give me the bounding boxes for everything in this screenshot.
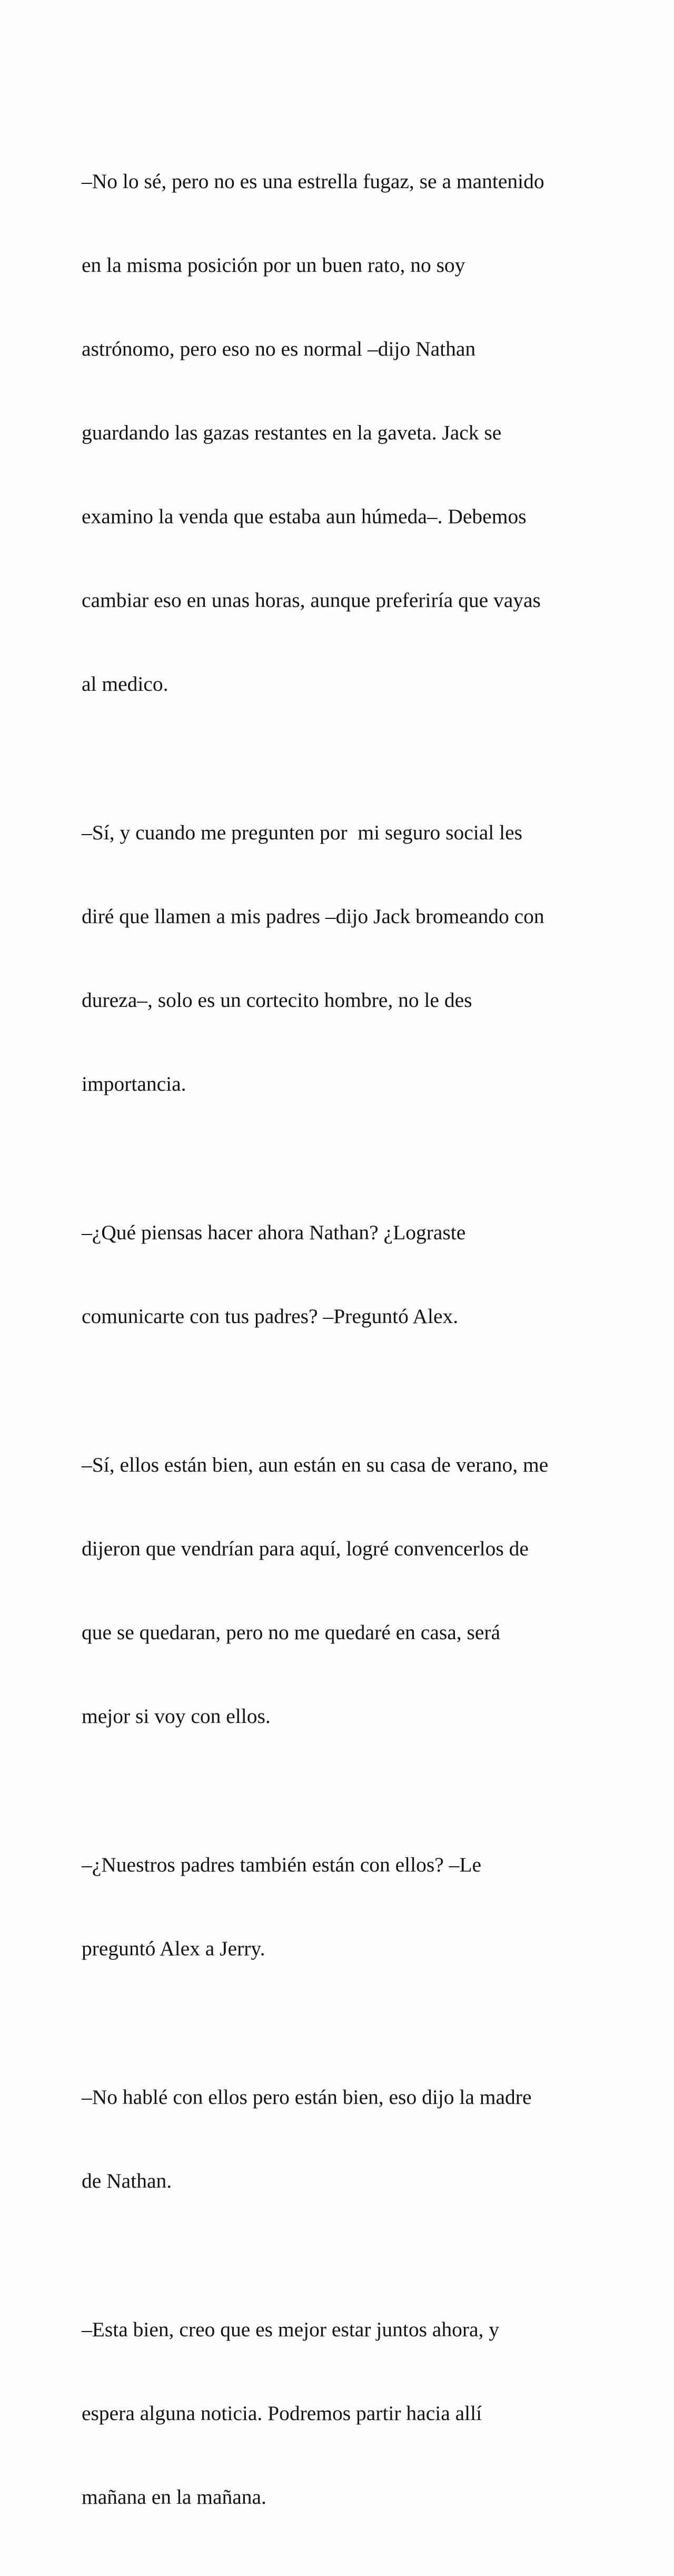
text-line: mañana en la mañana. bbox=[82, 2485, 266, 2509]
text-line: –No lo sé, pero no es una estrella fugaz, se a mantenido bbox=[82, 170, 544, 193]
text-line: guardando las gazas restantes en la gaveta. Jack se bbox=[82, 421, 502, 444]
text-line: importancia. bbox=[82, 1072, 186, 1095]
text-line: de Nathan. bbox=[82, 2169, 172, 2192]
text-line: mejor si voy con ellos. bbox=[82, 1705, 271, 1728]
text-line: espera alguna noticia. Podremos partir hacia allí bbox=[82, 2402, 482, 2425]
paragraph bbox=[82, 1395, 608, 1786]
text-line: examino la venda que estaba aun húmeda–. Debemos bbox=[82, 505, 527, 528]
text-line: –Esta bien, creo que es mejor estar juntos ahora, y bbox=[82, 2318, 500, 2341]
text-line: astrónomo, pero eso no es normal –dijo Nathan bbox=[82, 337, 476, 360]
text-line: en la misma posición por un buen rato, no soy bbox=[82, 253, 465, 277]
paragraph bbox=[82, 763, 608, 1154]
text-line: al medico. bbox=[82, 672, 168, 696]
body-text bbox=[82, 112, 608, 2576]
text-line: dureza–, solo es un cortecito hombre, no le des bbox=[82, 988, 472, 1012]
text-line: –¿Qué piensas hacer ahora Nathan? ¿Lograste bbox=[82, 1221, 466, 1244]
text-line: que se quedaran, pero no me quedaré en casa, será bbox=[82, 1621, 501, 1644]
text-line: –¿Nuestros padres también están con ellos? –Le bbox=[82, 1853, 482, 1876]
text-line: comunicarte con tus padres? –Preguntó Alex. bbox=[82, 1305, 459, 1328]
paragraph bbox=[82, 1163, 608, 1386]
text-line: dijeron que vendrían para aquí, logré convencerlos de bbox=[82, 1537, 529, 1560]
text-line: –Sí, y cuando me pregunten por mi seguro social les bbox=[82, 821, 523, 844]
text-line: –No hablé con ellos pero están bien, eso dijo la madre bbox=[82, 2085, 532, 2109]
paragraph bbox=[82, 2260, 608, 2567]
text-line: diré que llamen a mis padres –dijo Jack bromeando con bbox=[82, 905, 544, 928]
text-line: –Sí, ellos están bien, aun están en su casa de verano, me bbox=[82, 1453, 549, 1476]
text-line: cambiar eso en unas horas, aunque preferiría que vayas bbox=[82, 589, 541, 612]
paragraph bbox=[82, 1795, 608, 2019]
text-line: preguntó Alex a Jerry. bbox=[82, 1937, 265, 1960]
paragraph bbox=[82, 2028, 608, 2251]
paragraph bbox=[82, 112, 608, 754]
